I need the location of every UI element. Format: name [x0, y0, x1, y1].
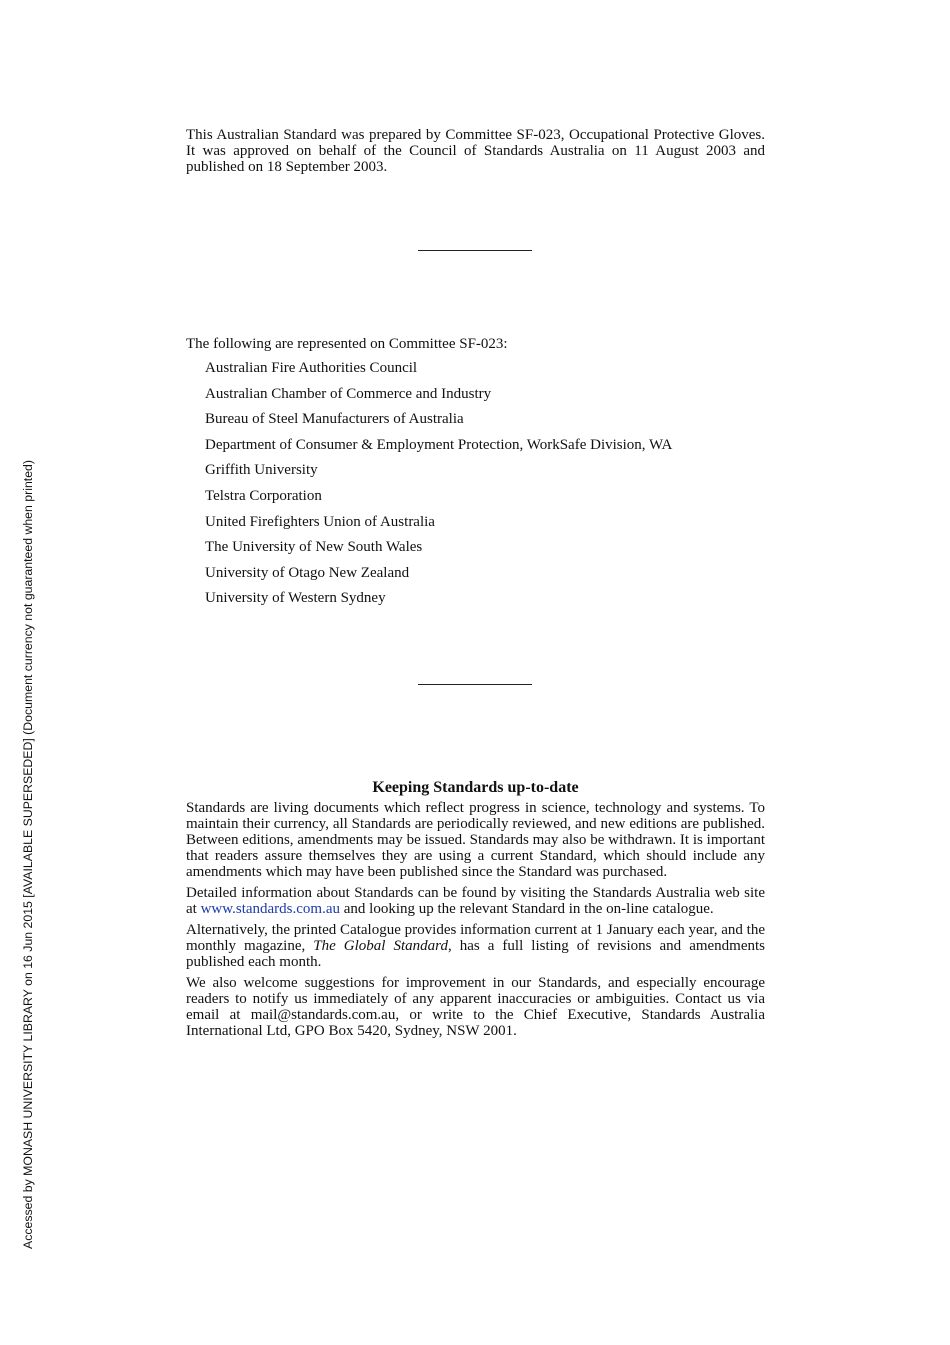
paragraph	[186, 922, 765, 970]
committee-member: Telstra Corporation	[205, 487, 322, 504]
paragraph-text: Detailed information about Standards can be found by visiting the Standards Australia web site at	[186, 885, 765, 917]
committee-member-list	[205, 358, 672, 614]
section-divider	[418, 250, 532, 251]
committee-intro: The following are represented on Committee SF-023:	[186, 336, 508, 352]
paragraph-text: , has a full listing of revisions and amendments published each month.	[186, 938, 766, 970]
magazine-title: The Global Standard	[313, 938, 448, 954]
committee-member: University of Otago New Zealand	[205, 564, 410, 581]
section-heading: Keeping Standards up-to-date	[372, 779, 579, 796]
committee-member: United Firefighters Union of Australia	[205, 513, 435, 530]
section-body	[186, 800, 765, 1044]
committee-member: Department of Consumer & Employment Protection, WorkSafe Division, WA	[205, 436, 673, 453]
committee-member: Australian Chamber of Commerce and Industry	[205, 385, 492, 402]
committee-member: Bureau of Steel Manufacturers of Australia	[205, 411, 464, 428]
paragraph: Standards are living documents which reflect progress in science, technology and systems. To maintain their currency, all Standards are periodically reviewed, and new editions are published. Between editions, amendments may be issued. Standards may also be withdrawn. It is important that readers assure themselves they are using a current Standard, which should include any amendments which may have been published since the Standard was purchased.	[186, 800, 765, 880]
paragraph	[186, 885, 765, 917]
approval-statement: This Australian Standard was prepared by Committee SF-023, Occupational Protective Gloves. It was approved on behalf of the Council of Standards Australia on 11 August 2003 and published on 18 September 2003.	[186, 127, 765, 175]
committee-member: The University of New South Wales	[205, 539, 423, 556]
paragraph: We also welcome suggestions for improvement in our Standards, and especially encourage readers to notify us immediately of any apparent inaccuracies or ambiguities. Contact us via email at mail@standards.com.au, or write to the Chief Executive, Standards Australia International Ltd, GPO Box 5420, Sydney, NSW 2001.	[186, 975, 765, 1039]
paragraph-text: Alternatively, the printed Catalogue provides information current at 1 January each year, and the monthly magazine,	[186, 922, 765, 954]
section-divider	[418, 684, 532, 685]
committee-member: University of Western Sydney	[205, 590, 386, 607]
access-watermark: Accessed by MONASH UNIVERSITY LIBRARY on 16 Jun 2015 [AVAILABLE SUPERSEDED] (Document currency not guaranteed when printed)	[21, 460, 35, 1249]
standards-website-link[interactable]: www.standards.com.au	[200, 901, 340, 917]
paragraph-text: and looking up the relevant Standard in the on-line catalogue.	[343, 901, 714, 917]
committee-member: Griffith University	[205, 462, 318, 479]
committee-member: Australian Fire Authorities Council	[205, 360, 418, 376]
